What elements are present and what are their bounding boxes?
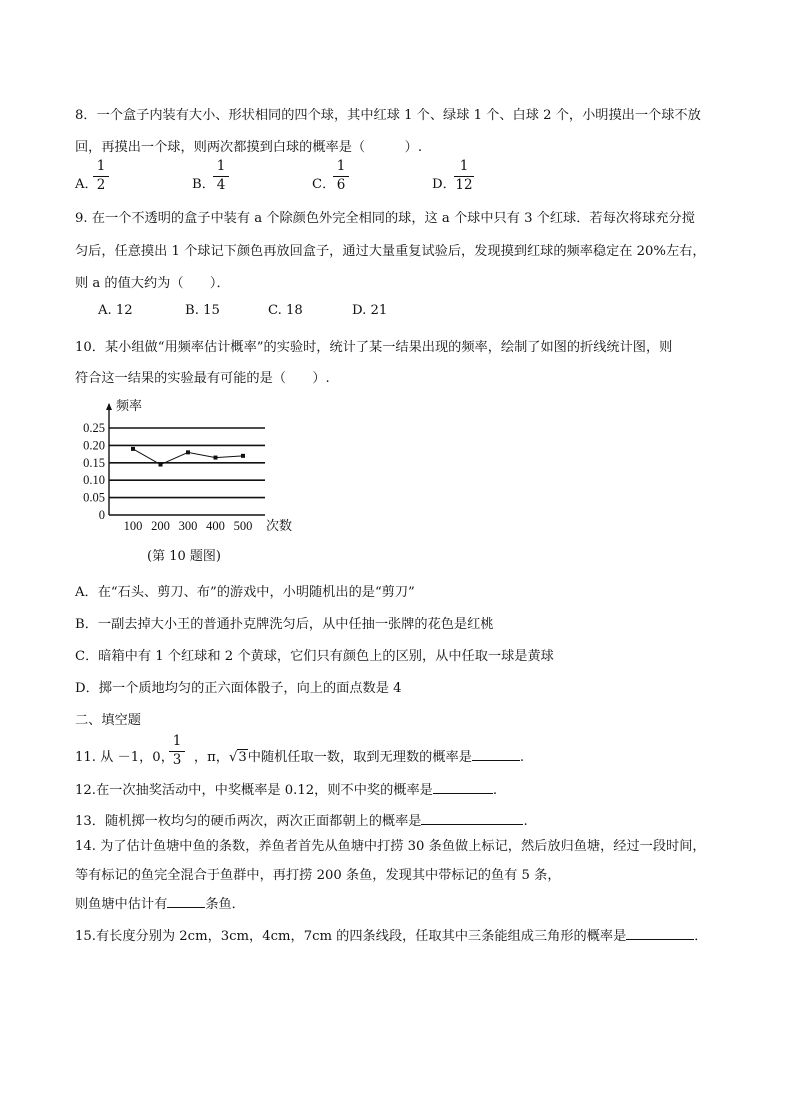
chart-y-tick-labels xyxy=(83,421,105,522)
q8-option-a-fraction: 1 2 xyxy=(92,160,110,192)
q15-line: 15.有长度分别为 2cm，3cm，4cm，7cm 的四条线段，任取其中三条能组成三角形的概率是 ． xyxy=(75,929,708,944)
frequency-line-chart xyxy=(78,398,308,540)
chart-x-tick-label: 500 xyxy=(233,519,253,533)
q8-option-b: B． xyxy=(192,177,215,192)
q10-option-b: B．一副去掉大小王的普通扑克牌洗匀后，从中任抽一张牌的花色是红桃 xyxy=(75,617,494,632)
chart-y-tick-label: 0.05 xyxy=(83,490,105,505)
section-title-fill-in: 二、填空题 xyxy=(75,713,141,728)
chart-data-point xyxy=(186,450,190,454)
q15-answer-blank[interactable] xyxy=(626,927,694,940)
q12-answer-blank[interactable] xyxy=(433,781,493,794)
q11-mid: ，π， xyxy=(193,750,229,765)
q13-answer-blank[interactable] xyxy=(421,812,523,825)
q11-prefix: 11. 从 －1，0， xyxy=(75,750,174,765)
q10-option-c: C．暗箱中有 1 个红球和 2 个黄球，它们只有颜色上的区别，从中任取一球是黄球 xyxy=(75,649,554,664)
chart-x-axis-label: 次数 xyxy=(266,518,293,533)
q10-line2: 符合这一结果的实验最有可能的是（ ）. xyxy=(75,371,330,386)
q10-line1: 10．某小组做“用频率估计概率”的实验时，统计了某一结果出现的频率，绘制了如图的折线统计图，则 xyxy=(75,340,673,355)
chart-gridlines xyxy=(109,428,265,498)
q8-line1: 8．一个盒子内装有大小、形状相同的四个球，其中红球 1 个、绿球 1 个、白球 2 个，小明摸出一个球不放 xyxy=(75,108,701,123)
q9-line1: 9. 在一个不透明的盒子中装有 a 个除颜色外完全相同的球，这 a 个球中只有 3 个红球．若每次将球充分搅 xyxy=(75,211,695,226)
q8-line2: 回，再摸出一个球，则两次都摸到白球的概率是（ ）. xyxy=(75,140,423,155)
q14-line2: 等有标记的鱼完全混合于鱼群中，再打捞 200 条鱼，发现其中带标记的鱼有 5 条， xyxy=(75,868,561,883)
chart-data-point xyxy=(159,463,163,467)
chart-y-axis-arrow xyxy=(106,403,112,410)
q9-option-a: A. 12 xyxy=(98,303,133,318)
q13-line: 13．随机掷一枚均匀的硬币两次，两次正面都朝上的概率是 . xyxy=(75,814,528,829)
chart-data-point xyxy=(131,447,135,451)
chart-x-tick-label: 200 xyxy=(151,519,170,533)
q8-option-d-fraction: 1 12 xyxy=(455,158,473,193)
q9-line2: 匀后，任意摸出 1 个球记下颜色再放回盒子，通过大量重复试验后，发现摸到红球的频率稳定在 20%左右， xyxy=(75,244,706,259)
chart-y-axis-label: 频率 xyxy=(116,398,143,413)
q8-option-c-fraction: 1 6 xyxy=(332,160,350,192)
q14-line1: 14. 为了估计鱼塘中鱼的条数，养鱼者首先从鱼塘中打捞 30 条鱼做上标记，然后放归鱼塘，经过一段时间， xyxy=(75,839,706,854)
q9-option-d: D. 21 xyxy=(352,303,388,318)
chart-data-point xyxy=(214,456,218,460)
q11-line: 11. 从 －1，0， ，π，√3中随机任取一数，取到无理数的概率是 . xyxy=(75,750,525,765)
chart-y-tick-label: 0.25 xyxy=(83,421,105,435)
chart-x-tick-labels xyxy=(124,519,253,533)
q9-option-b: B. 15 xyxy=(185,303,220,318)
q10-option-d: D．掷一个质地均匀的正六面体骰子，向上的面点数是 4 xyxy=(75,681,402,696)
chart-y-tick-label: 0 xyxy=(98,508,105,522)
q11-sqrt: √3 xyxy=(228,750,247,765)
q11-answer-blank[interactable] xyxy=(472,748,520,761)
chart-x-tick-label: 400 xyxy=(206,519,225,533)
chart-y-tick-label: 0.10 xyxy=(83,473,105,488)
q8-option-d: D． xyxy=(432,177,456,192)
chart-y-tick-label: 0.15 xyxy=(83,455,105,470)
chart-caption: (第 10 题图) xyxy=(147,549,221,564)
q9-line3: 则 a 的值大约为（ ）． xyxy=(75,276,230,291)
q14-answer-blank[interactable] xyxy=(167,895,205,908)
q14-line3: 则鱼塘中估计有 条鱼． xyxy=(75,897,245,912)
q12-line: 12.在一次抽奖活动中，中奖概率是 0.12，则不中奖的概率是 . xyxy=(75,783,498,798)
chart-y-tick-label: 0.20 xyxy=(83,438,105,453)
q10-option-a: A．在“石头、剪刀、布”的游戏中，小明随机出的是“剪刀” xyxy=(75,585,415,600)
q9-option-c: C. 18 xyxy=(268,303,303,318)
q8-option-a: A． xyxy=(75,177,98,192)
chart-x-tick-label: 300 xyxy=(178,519,198,533)
q11-text: 中随机任取一数，取到无理数的概率是 xyxy=(247,750,472,765)
q8-option-c: C． xyxy=(312,177,336,192)
q11-fraction: 1 3 xyxy=(168,735,186,767)
chart-x-tick-label: 100 xyxy=(123,519,143,533)
q8-option-b-fraction: 1 4 xyxy=(212,160,230,192)
chart-data-point xyxy=(241,454,245,458)
